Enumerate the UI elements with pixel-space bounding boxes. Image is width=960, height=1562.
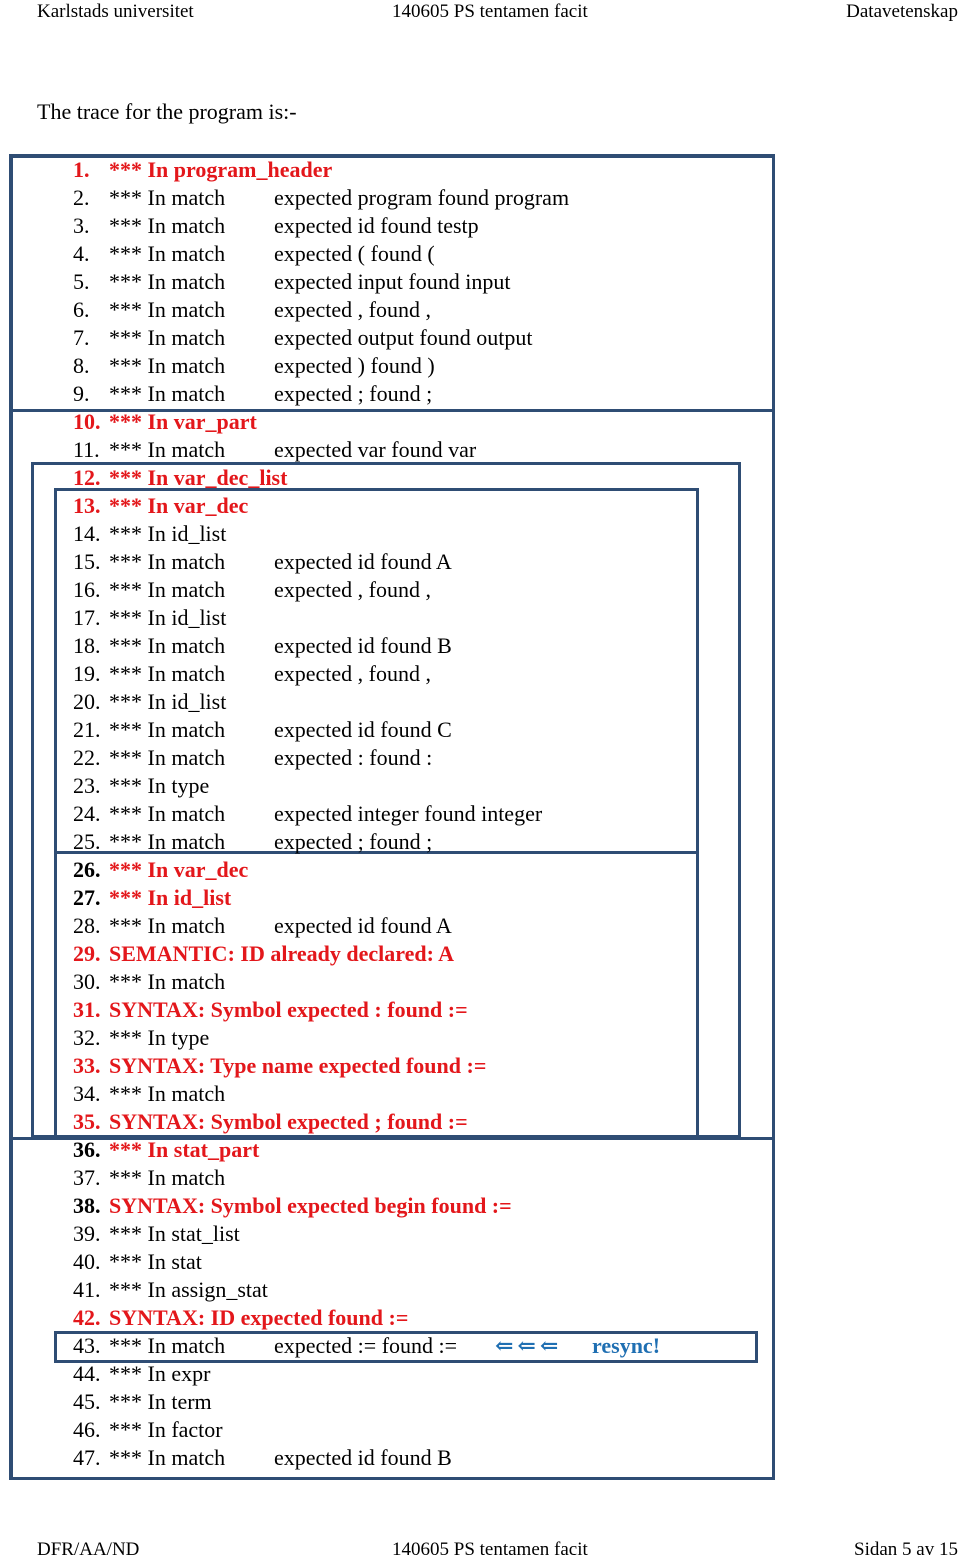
trace-line xyxy=(0,1444,960,1472)
trace-line-message: *** In match xyxy=(109,745,226,770)
trace-line-number: 9. xyxy=(73,381,90,406)
trace-line-expected: expected := found := xyxy=(274,1333,458,1358)
trace-line-number: 32. xyxy=(73,1025,101,1050)
trace-line-number: 26. xyxy=(73,857,101,882)
trace-line-number: 34. xyxy=(73,1081,101,1106)
trace-line-number: 16. xyxy=(73,577,101,602)
trace-line-number: 7. xyxy=(73,325,90,350)
trace-line-message: *** In match xyxy=(109,353,226,378)
trace-line xyxy=(0,996,960,1024)
trace-line-number: 35. xyxy=(73,1109,101,1134)
trace-line-number: 8. xyxy=(73,353,90,378)
trace-line xyxy=(0,492,960,520)
trace-line xyxy=(0,660,960,688)
trace-line-number: 31. xyxy=(73,997,101,1022)
footer-left: DFR/AA/ND xyxy=(37,1539,140,1560)
trace-line-number: 15. xyxy=(73,549,101,574)
trace-line-number: 24. xyxy=(73,801,101,826)
trace-line-expected: expected , found , xyxy=(274,661,431,686)
trace-line-message: *** In type xyxy=(109,1025,210,1050)
trace-line-number: 10. xyxy=(73,409,101,434)
trace-line-message: SYNTAX: Type name expected found := xyxy=(109,1053,487,1078)
trace-line xyxy=(0,968,960,996)
trace-line-message: SYNTAX: Symbol expected ; found := xyxy=(109,1109,468,1134)
trace-line-message: *** In match xyxy=(109,1445,226,1470)
trace-line-message: *** In id_list xyxy=(109,885,232,910)
trace-line-message: *** In match xyxy=(109,297,226,322)
trace-line-expected: expected var found var xyxy=(274,437,477,462)
trace-line xyxy=(0,1276,960,1304)
trace-line-message: *** In var_part xyxy=(109,409,257,434)
trace-line xyxy=(0,1080,960,1108)
trace-line xyxy=(0,1248,960,1276)
trace-line-message: *** In match xyxy=(109,801,226,826)
footer-center: 140605 PS tentamen facit xyxy=(392,1539,588,1560)
trace-line-number: 36. xyxy=(73,1137,101,1162)
trace-line xyxy=(0,324,960,352)
trace-line-message: *** In match xyxy=(109,1165,226,1190)
trace-line-message: *** In var_dec xyxy=(109,857,249,882)
trace-line xyxy=(0,1360,960,1388)
header-right: Datavetenskap xyxy=(846,1,958,22)
trace-line xyxy=(0,268,960,296)
trace-line xyxy=(0,1416,960,1444)
trace-line-number: 2. xyxy=(73,185,90,210)
trace-line-message: *** In match xyxy=(109,213,226,238)
trace-line-number: 23. xyxy=(73,773,101,798)
trace-line-number: 40. xyxy=(73,1249,101,1274)
trace-line xyxy=(0,772,960,800)
trace-line-message: SYNTAX: Symbol expected : found := xyxy=(109,997,468,1022)
trace-line-message: *** In expr xyxy=(109,1361,211,1386)
trace-line-expected: expected , found , xyxy=(274,577,431,602)
trace-line-message: *** In match xyxy=(109,577,226,602)
trace-line-number: 18. xyxy=(73,633,101,658)
trace-line xyxy=(0,1024,960,1052)
trace-line-expected: expected id found testp xyxy=(274,213,479,238)
trace-line-message: *** In match xyxy=(109,969,226,994)
trace-line-message: SYNTAX: ID expected found := xyxy=(109,1305,409,1330)
trace-line-message: *** In match xyxy=(109,1333,226,1358)
trace-line xyxy=(0,1388,960,1416)
trace-line xyxy=(0,912,960,940)
trace-line-expected: expected : found : xyxy=(274,745,433,770)
trace-line-number: 1. xyxy=(73,157,90,182)
trace-line xyxy=(0,548,960,576)
trace-line-number: 43. xyxy=(73,1333,101,1358)
trace-line xyxy=(0,604,960,632)
trace-line-message: *** In stat_list xyxy=(109,1221,240,1246)
trace-line xyxy=(0,856,960,884)
resync-label: resync! xyxy=(592,1333,661,1358)
trace-line-message: *** In match xyxy=(109,185,226,210)
trace-line-message: *** In match xyxy=(109,325,226,350)
trace-line-message: *** In match xyxy=(109,829,226,854)
trace-line-expected: expected id found C xyxy=(274,717,452,742)
trace-line-message: SEMANTIC: ID already declared: A xyxy=(109,941,455,966)
trace-line-message: *** In match xyxy=(109,549,226,574)
trace-line-message: *** In id_list xyxy=(109,689,227,714)
trace-line xyxy=(0,520,960,548)
trace-line-number: 5. xyxy=(73,269,90,294)
header-center: 140605 PS tentamen facit xyxy=(392,1,588,22)
trace-line-message: *** In factor xyxy=(109,1417,223,1442)
trace-line-expected: expected id found B xyxy=(274,1445,452,1470)
trace-line-message: *** In match xyxy=(109,269,226,294)
trace-line-message: *** In stat_part xyxy=(109,1137,260,1162)
trace-line-expected: expected ( found ( xyxy=(274,241,435,266)
trace-line-number: 37. xyxy=(73,1165,101,1190)
trace-line-message: *** In id_list xyxy=(109,605,227,630)
trace-line-number: 39. xyxy=(73,1221,101,1246)
trace-line-message: *** In match xyxy=(109,633,226,658)
trace-line xyxy=(0,352,960,380)
trace-line-message: *** In term xyxy=(109,1389,212,1414)
trace-line-number: 20. xyxy=(73,689,101,714)
trace-line xyxy=(0,1164,960,1192)
trace-line-message: *** In type xyxy=(109,773,210,798)
trace-line xyxy=(0,800,960,828)
trace-line xyxy=(0,1220,960,1248)
trace-line-number: 11. xyxy=(73,437,100,462)
trace-line xyxy=(0,884,960,912)
trace-line xyxy=(0,576,960,604)
intro-text: The trace for the program is:- xyxy=(37,99,297,124)
trace-line-number: 45. xyxy=(73,1389,101,1414)
trace-line xyxy=(0,1332,960,1360)
trace-line xyxy=(0,1192,960,1220)
trace-line xyxy=(0,940,960,968)
trace-line-number: 19. xyxy=(73,661,101,686)
trace-line-number: 47. xyxy=(73,1445,101,1470)
trace-line-number: 38. xyxy=(73,1193,101,1218)
trace-line-number: 28. xyxy=(73,913,101,938)
trace-line xyxy=(0,688,960,716)
trace-line-expected: expected program found program xyxy=(274,185,570,210)
trace-line-message: *** In assign_stat xyxy=(109,1277,268,1302)
trace-line-expected: expected ; found ; xyxy=(274,381,433,406)
trace-line-message: *** In match xyxy=(109,437,226,462)
trace-line xyxy=(0,156,960,184)
trace-line-expected: expected , found , xyxy=(274,297,431,322)
footer-right: Sidan 5 av 15 xyxy=(854,1539,958,1560)
trace-line-message: *** In match xyxy=(109,913,226,938)
trace-line-message: *** In program_header xyxy=(109,157,333,182)
trace-line-message: *** In match xyxy=(109,717,226,742)
trace-line xyxy=(0,436,960,464)
trace-line-expected: expected input found input xyxy=(274,269,511,294)
trace-line-message: *** In match xyxy=(109,241,226,266)
trace-line-number: 4. xyxy=(73,241,90,266)
trace-line-number: 41. xyxy=(73,1277,101,1302)
trace-line-message: *** In match xyxy=(109,381,226,406)
header-left: Karlstads universitet xyxy=(37,1,194,22)
trace-line-expected: expected id found A xyxy=(274,913,452,938)
trace-line-number: 14. xyxy=(73,521,101,546)
trace-line-number: 29. xyxy=(73,941,101,966)
trace-line-expected: expected ) found ) xyxy=(274,353,435,378)
trace-line-number: 27. xyxy=(73,885,101,910)
trace-line-number: 33. xyxy=(73,1053,101,1078)
trace-line-number: 22. xyxy=(73,745,101,770)
trace-line xyxy=(0,828,960,856)
trace-line xyxy=(0,212,960,240)
trace-line xyxy=(0,240,960,268)
trace-line xyxy=(0,464,960,492)
trace-line-message: *** In var_dec xyxy=(109,493,249,518)
trace-line-number: 42. xyxy=(73,1305,101,1330)
trace-line-number: 17. xyxy=(73,605,101,630)
trace-line xyxy=(0,408,960,436)
trace-line xyxy=(0,184,960,212)
trace-line xyxy=(0,1108,960,1136)
trace-line-number: 3. xyxy=(73,213,90,238)
trace-line-number: 44. xyxy=(73,1361,101,1386)
trace-line-expected: expected ; found ; xyxy=(274,829,433,854)
trace-line-number: 21. xyxy=(73,717,101,742)
trace-line-number: 12. xyxy=(73,465,101,490)
trace-line xyxy=(0,1136,960,1164)
trace-line-message: *** In stat xyxy=(109,1249,202,1274)
trace-line-number: 46. xyxy=(73,1417,101,1442)
trace-line-message: *** In match xyxy=(109,1081,226,1106)
trace-line xyxy=(0,1304,960,1332)
trace-line-expected: expected id found B xyxy=(274,633,452,658)
left-arrows-icon: ⇐⇐⇐ xyxy=(495,1333,563,1358)
trace-line-number: 6. xyxy=(73,297,90,322)
trace-line xyxy=(0,716,960,744)
trace-line-number: 30. xyxy=(73,969,101,994)
trace-line-message: *** In match xyxy=(109,661,226,686)
trace-line xyxy=(0,296,960,324)
trace-line-expected: expected id found A xyxy=(274,549,452,574)
trace-line xyxy=(0,632,960,660)
trace-line xyxy=(0,744,960,772)
trace-line xyxy=(0,380,960,408)
trace-line xyxy=(0,1052,960,1080)
trace-line-expected: expected integer found integer xyxy=(274,801,543,826)
trace-line-message: *** In var_dec_list xyxy=(109,465,288,490)
trace-line-message: *** In id_list xyxy=(109,521,227,546)
trace-line-number: 13. xyxy=(73,493,101,518)
trace-line-expected: expected output found output xyxy=(274,325,533,350)
trace-line-number: 25. xyxy=(73,829,101,854)
trace-line-message: SYNTAX: Symbol expected begin found := xyxy=(109,1193,512,1218)
